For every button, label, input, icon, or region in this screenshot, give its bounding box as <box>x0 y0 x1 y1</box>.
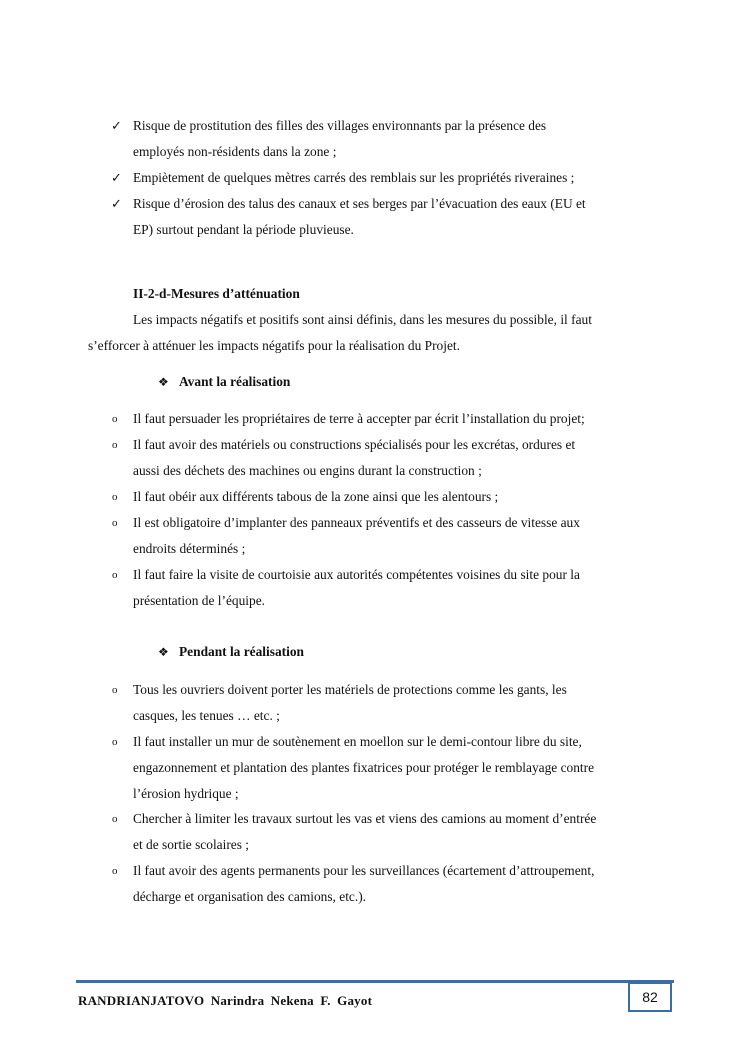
circle-bullet-icon: o <box>112 684 118 696</box>
list-item-text: engazonnement et plantation des plantes fixatrices pour protéger le remblayage contre <box>133 760 595 775</box>
paragraph-line: s’efforcer à atténuer les impacts négatifs pour la réalisation du Projet. <box>88 338 460 353</box>
list-item-text: casques, les tenues … etc. ; <box>133 708 280 723</box>
footer-author: RANDRIANJATOVO Narindra Nekena F. Gayot <box>78 993 373 1008</box>
list-item-text: Il faut installer un mur de soutènement en moellon sur le demi-contour libre du site, <box>133 734 582 749</box>
circle-bullet-icon: o <box>112 413 118 425</box>
list-item-text: Il faut obéir aux différents tabous de la zone ainsi que les alentours ; <box>133 489 499 504</box>
check-icon: ✓ <box>111 170 122 185</box>
list-item-text: et de sortie scolaires ; <box>133 837 250 852</box>
list-item-text: EP) surtout pendant la période pluvieuse. <box>133 222 354 237</box>
list-item-text: Il faut faire la visite de courtoisie aux autorités compétentes voisines du site pour la <box>133 567 580 582</box>
footer-divider <box>76 980 674 983</box>
paragraph-line: Les impacts négatifs et positifs sont ainsi définis, dans les mesures du possible, il faut <box>133 312 592 327</box>
circle-bullet-icon: o <box>112 439 118 451</box>
circle-bullet-icon: o <box>112 813 118 825</box>
list-item-text: Risque de prostitution des filles des villages environnants par la présence des <box>133 118 547 133</box>
list-item-text: présentation de l’équipe. <box>133 593 265 608</box>
list-item-text: Il est obligatoire d’implanter des panneaux préventifs et des casseurs de vitesse aux <box>133 515 580 530</box>
list-item-text: Il faut avoir des matériels ou constructions spécialisés pour les excrétas, ordures et <box>133 437 576 452</box>
list-item-text: Chercher à limiter les travaux surtout les vas et viens des camions au moment d’entrée <box>133 811 597 826</box>
page-number: 82 <box>628 982 672 1012</box>
check-icon: ✓ <box>111 118 122 133</box>
list-item-text: Risque d’érosion des talus des canaux et ses berges par l’évacuation des eaux (EU et <box>133 196 586 211</box>
circle-bullet-icon: o <box>112 569 118 581</box>
circle-bullet-icon: o <box>112 736 118 748</box>
list-item-text: décharge et organisation des camions, etc.). <box>133 889 367 904</box>
list-item-text: aussi des déchets des machines ou engins durant la construction ; <box>133 463 482 478</box>
circle-bullet-icon: o <box>112 517 118 529</box>
list-item-text: l’érosion hydrique ; <box>133 786 239 801</box>
list-item-text: Il faut avoir des agents permanents pour les surveillances (écartement d’attroupement, <box>133 863 595 878</box>
list-item-text: Empiètement de quelques mètres carrés des remblais sur les propriétés riveraines ; <box>133 170 575 185</box>
subsection-title: Pendant la réalisation <box>179 644 304 659</box>
circle-bullet-icon: o <box>112 491 118 503</box>
diamond-icon: ❖ <box>158 645 169 659</box>
list-item-text: Tous les ouvriers doivent porter les matériels de protections comme les gants, les <box>133 682 567 697</box>
subsection-title: Avant la réalisation <box>179 374 291 389</box>
check-icon: ✓ <box>111 196 122 211</box>
diamond-icon: ❖ <box>158 375 169 389</box>
list-item-text: Il faut persuader les propriétaires de terre à accepter par écrit l’installation du projet; <box>133 411 585 426</box>
list-item-text: endroits déterminés ; <box>133 541 246 556</box>
list-item-text: employés non-résidents dans la zone ; <box>133 144 337 159</box>
section-heading: II-2-d-Mesures d’atténuation <box>133 286 300 301</box>
circle-bullet-icon: o <box>112 865 118 877</box>
